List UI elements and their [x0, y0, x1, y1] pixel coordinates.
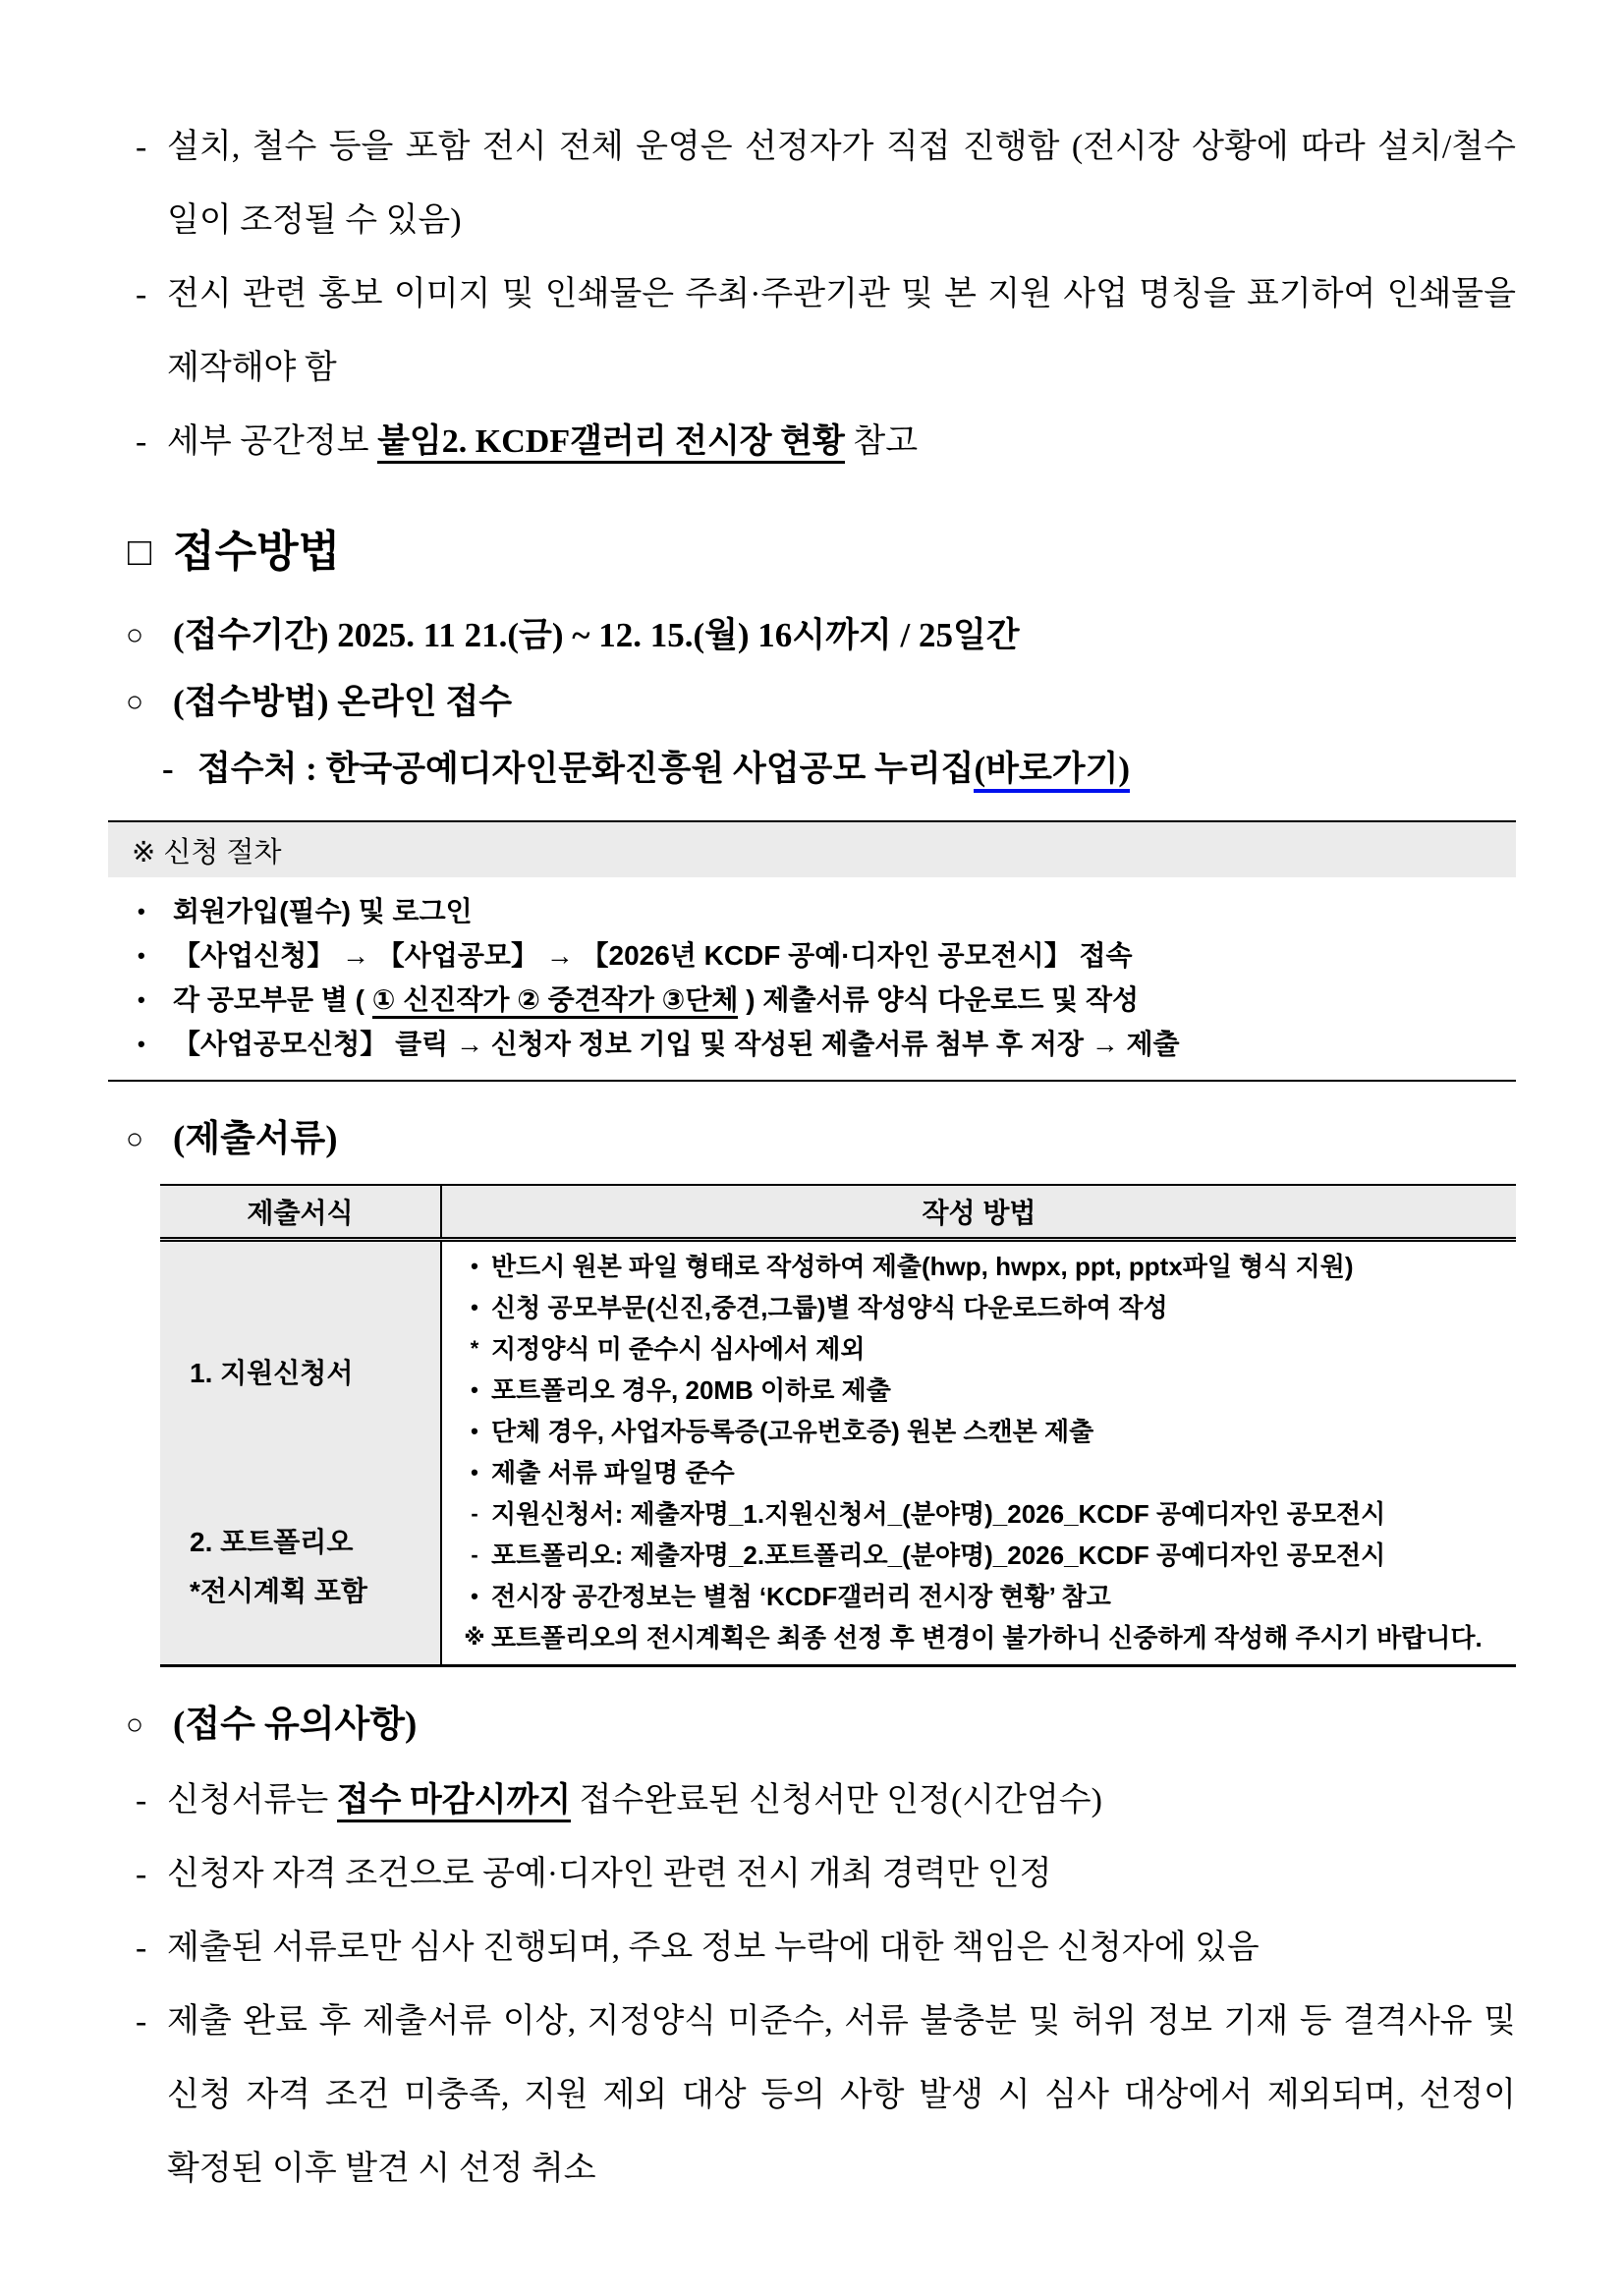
step-pre: 각 공모부문 별 ( — [173, 984, 372, 1015]
guide-line-text: 반드시 원본 파일 형태로 작성하여 제출(hwp, hwpx, ppt, pptx파일 형식 지원) — [491, 1252, 1354, 1281]
step-pre: 【사업신청】 → 【사업공모】 → 【2026년 KCDF 공예·디자인 공모전시】 접속 — [173, 940, 1133, 971]
notes-item-text — [167, 1764, 1516, 1837]
notes-underlined: 접수 마감시까지 — [337, 1782, 571, 1822]
notes-item — [136, 1837, 1516, 1911]
step-pre: 【사업공모신청】 클릭 → 신청자 정보 기입 및 작성된 제출서류 첨부 후 저장 → 제출 — [173, 1029, 1180, 1059]
note-text-underlined: 붙임2. KCDF갤러리 전시장 현황 — [377, 423, 845, 464]
receipt-line — [162, 736, 1516, 803]
method-item — [126, 602, 1516, 669]
guide-line-marker: - — [471, 1501, 478, 1526]
guide-line — [458, 1452, 1494, 1493]
method-item-text — [173, 602, 1516, 669]
dash-bullet: - — [136, 276, 147, 312]
dash-bullet: - — [136, 1930, 147, 1966]
guide-line-text: 포트폴리오: 제출자명_2.포트폴리오_(분야명)_2026_KCDF 공예디자인 공모전시 — [491, 1540, 1386, 1570]
note-text-pre: 세부 공간정보 — [167, 423, 378, 460]
method-item-pre: (접수기간) 2025. 11 21.(금) ~ 12. 15.(월) 16시까지 / 25일간 — [173, 616, 1020, 654]
dash-bullet: - — [136, 1856, 147, 1892]
documents-table — [160, 1184, 1516, 1667]
dot-bullet-icon: • — [138, 899, 145, 924]
step-underlined: ① 신진작가 ② 중견작가 ③단체 — [372, 984, 739, 1019]
guide-line-marker: • — [471, 1584, 478, 1608]
notes-item-text — [167, 1985, 1516, 2206]
method-item — [126, 669, 1516, 736]
guide-line-text: 지원신청서: 제출자명_1.지원신청서_(분야명)_2026_KCDF 공예디자인 공모전시 — [491, 1499, 1386, 1529]
dot-bullet-icon: • — [138, 943, 145, 968]
dot-bullet-icon: • — [138, 987, 145, 1012]
note-text-pre: 전시 관련 홍보 이미지 및 인쇄물은 주최·주관기관 및 본 지원 사업 명칭을 표기하여 인쇄물을 제작해야 함 — [167, 276, 1516, 386]
procedure-step-text — [173, 889, 1490, 933]
note-text — [167, 110, 1516, 257]
guide-line-marker: ※ — [464, 1625, 485, 1650]
table-header-row — [160, 1186, 1516, 1242]
procedure-step — [138, 978, 1490, 1022]
circle-bullet-icon: ○ — [126, 1123, 144, 1155]
dash-bullet: - — [136, 423, 147, 460]
procedure-box — [108, 820, 1516, 1082]
notes-item — [136, 1985, 1516, 2206]
procedure-box-title: ※ 신청 절차 — [108, 822, 1516, 877]
doc-label-application: 1. 지원신청서 — [190, 1358, 354, 1388]
notes-item-text — [167, 1837, 1516, 1911]
procedure-step-text — [173, 978, 1490, 1022]
documents-heading — [126, 1107, 1516, 1172]
doc-label-portfolio: 2. 포트폴리오 — [190, 1527, 354, 1557]
guide-line — [458, 1370, 1494, 1411]
guide-line-marker: - — [471, 1542, 478, 1567]
guide-line-marker: • — [471, 1377, 478, 1402]
guide-line — [458, 1576, 1494, 1617]
note-text — [167, 405, 1516, 478]
note-item — [136, 257, 1516, 405]
guide-line — [458, 1617, 1494, 1658]
guide-line-text: 신청 공모부문(신진,중견,그룹)별 작성양식 다운로드하여 작성 — [491, 1293, 1168, 1322]
doc-label-portfolio-note: *전시계획 포함 — [190, 1576, 367, 1606]
method-item-text — [173, 669, 1516, 736]
procedure-step — [138, 889, 1490, 933]
dash-bullet: - — [136, 2003, 147, 2040]
procedure-step — [138, 1022, 1490, 1066]
guide-line — [458, 1535, 1494, 1576]
guide-line-text: 단체 경우, 사업자등록증(고유번호증) 원본 스캔본 제출 — [491, 1417, 1094, 1446]
receipt-text: 접수처 : 한국공예디자인문화진흥원 사업공모 누리집 — [197, 750, 975, 788]
section-heading — [128, 522, 1516, 583]
guide-line — [458, 1328, 1494, 1370]
table-body-row — [160, 1242, 1516, 1664]
shortcut-link[interactable]: (바로가기) — [974, 750, 1130, 793]
guide-line-text: 포트폴리오 경우, 20MB 이하로 제출 — [491, 1375, 891, 1405]
col-header-format: 제출서식 — [160, 1186, 442, 1237]
guide-line-marker: • — [471, 1254, 478, 1278]
notes-item — [136, 1911, 1516, 1985]
note-text-pre: 설치, 철수 등을 포함 전시 전체 운영은 선정자가 직접 진행함 (전시장 상황에 따라 설치/철수 일이 조정될 수 있음) — [167, 129, 1516, 239]
notes-pre: 제출된 서류로만 심사 진행되며, 주요 정보 누락에 대한 책임은 신청자에 있음 — [167, 1930, 1260, 1966]
guide-line-text: 지정양식 미 준수시 심사에서 제외 — [491, 1334, 866, 1364]
section-title: 접수방법 — [173, 528, 341, 576]
guide-line-marker: • — [471, 1295, 478, 1319]
intro-notes — [136, 110, 1516, 478]
notes-post: 접수완료된 신청서만 인정(시간엄수) — [571, 1782, 1102, 1819]
step-pre: 회원가입(필수) 및 로그인 — [173, 896, 473, 926]
guide-line-marker: * — [470, 1336, 479, 1361]
guide-line — [458, 1493, 1494, 1535]
note-item — [136, 405, 1516, 478]
row-labels-cell — [160, 1242, 442, 1664]
procedure-steps — [108, 877, 1516, 1080]
notes-heading — [126, 1693, 1516, 1758]
circle-bullet-icon: ○ — [126, 1708, 144, 1741]
guide-line-text: 전시장 공간정보는 별첨 ‘KCDF갤러리 전시장 현황’ 참고 — [491, 1582, 1111, 1611]
guide-line — [458, 1287, 1494, 1328]
method-items — [126, 602, 1516, 736]
note-text — [167, 257, 1516, 405]
documents-heading-text: (제출서류) — [173, 1119, 338, 1159]
notes-pre: 신청자 자격 조건으로 공예·디자인 관련 전시 개최 경력만 인정 — [167, 1856, 1052, 1892]
circle-bullet-icon: ○ — [126, 686, 144, 718]
dash-bullet: - — [162, 750, 174, 788]
procedure-step-text — [173, 1022, 1490, 1066]
note-text-post: 참고 — [844, 423, 919, 460]
dot-bullet-icon: • — [138, 1032, 145, 1056]
guide-line — [458, 1411, 1494, 1452]
guide-line-text: 제출 서류 파일명 준수 — [491, 1458, 735, 1487]
circle-bullet-icon: ○ — [126, 619, 144, 651]
guide-line — [458, 1246, 1494, 1287]
guide-cell — [442, 1242, 1516, 1664]
procedure-step-text — [173, 933, 1490, 978]
dash-bullet: - — [136, 1782, 147, 1819]
notes-item — [136, 1764, 1516, 1837]
checkbox-square-icon: □ — [128, 531, 152, 574]
notes-list — [136, 1764, 1516, 2206]
note-item — [136, 110, 1516, 257]
notes-pre: 제출 완료 후 제출서류 이상, 지정양식 미준수, 서류 불충분 및 허위 정보 기재 등 결격사유 및 신청 자격 조건 미충족, 지원 제외 대상 등의 사항 발생 시 심사 대상에서 제외되며, 선정이 확정된 이후 발견 시 선정 취소 — [167, 2003, 1516, 2187]
dash-bullet: - — [136, 129, 147, 165]
procedure-step — [138, 933, 1490, 978]
col-header-method: 작성 방법 — [922, 1198, 1036, 1228]
guide-line-text: 포트폴리오의 전시계획은 최종 선정 후 변경이 불가하니 신중하게 작성해 주시기 바랍니다. — [491, 1623, 1483, 1652]
notes-heading-text: (접수 유의사항) — [173, 1705, 418, 1745]
notes-pre: 신청서류는 — [167, 1782, 337, 1819]
notes-item-text — [167, 1911, 1516, 1985]
method-item-pre: (접수방법) 온라인 접수 — [173, 683, 513, 721]
guide-line-marker: • — [471, 1460, 478, 1484]
step-post: ) 제출서류 양식 다운로드 및 작성 — [738, 984, 1140, 1015]
guide-line-marker: • — [471, 1419, 478, 1443]
